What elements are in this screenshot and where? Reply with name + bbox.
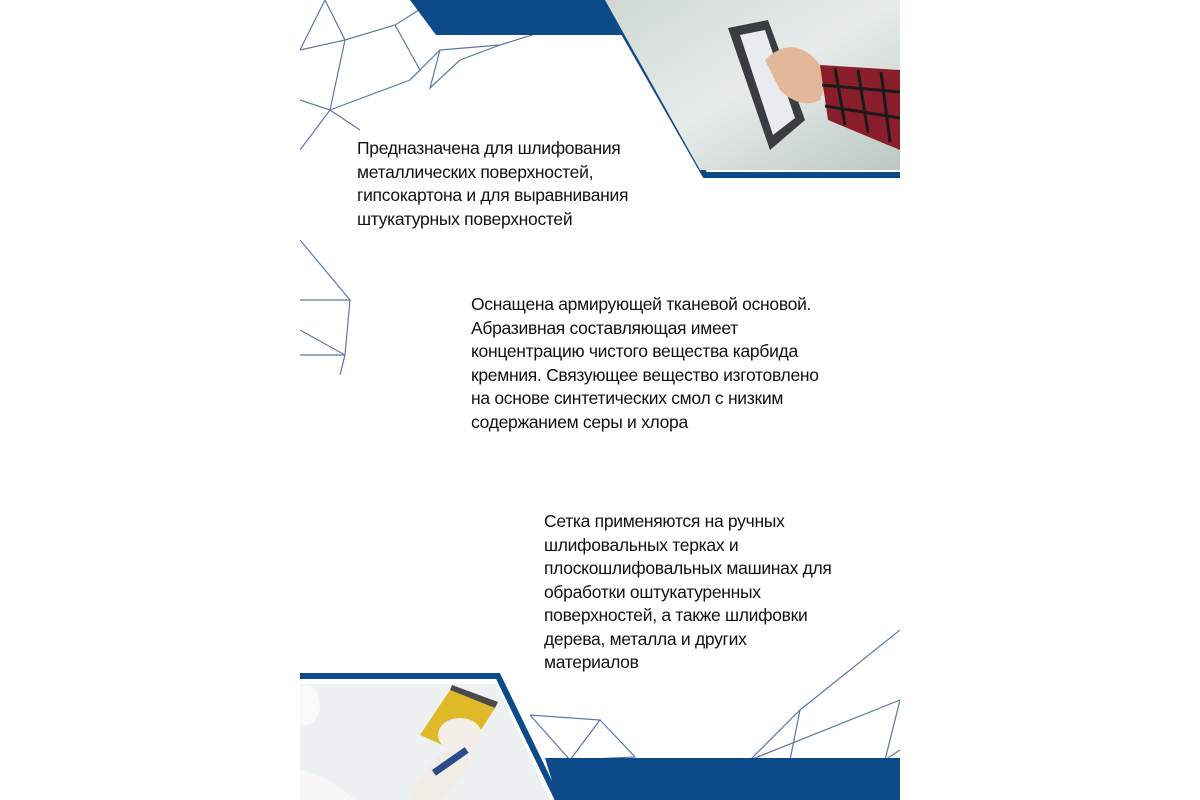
worker-sanding-wall-photo (300, 680, 550, 800)
text-purpose: Предназначена для шлифования металлических поверхностей, гипсокартона и для выравнивания штукатурных поверхностей (357, 138, 629, 229)
text-application: Сетка применяются на ручных шлифовальных терках и плоскошлифовальных машинах для обработки оштукатуренных поверхностей, а также шлифовки дерева, металла и других материалов (544, 511, 832, 672)
text-composition: Оснащена армирующей тканевой основой. Абразивная составляющая имеет концентрацию чистого вещества карбида кремния. Связующее вещество изготовлено на основе синтетических смол с низким содержанием серы и хлора (471, 294, 819, 432)
product-info-card (300, 0, 900, 800)
